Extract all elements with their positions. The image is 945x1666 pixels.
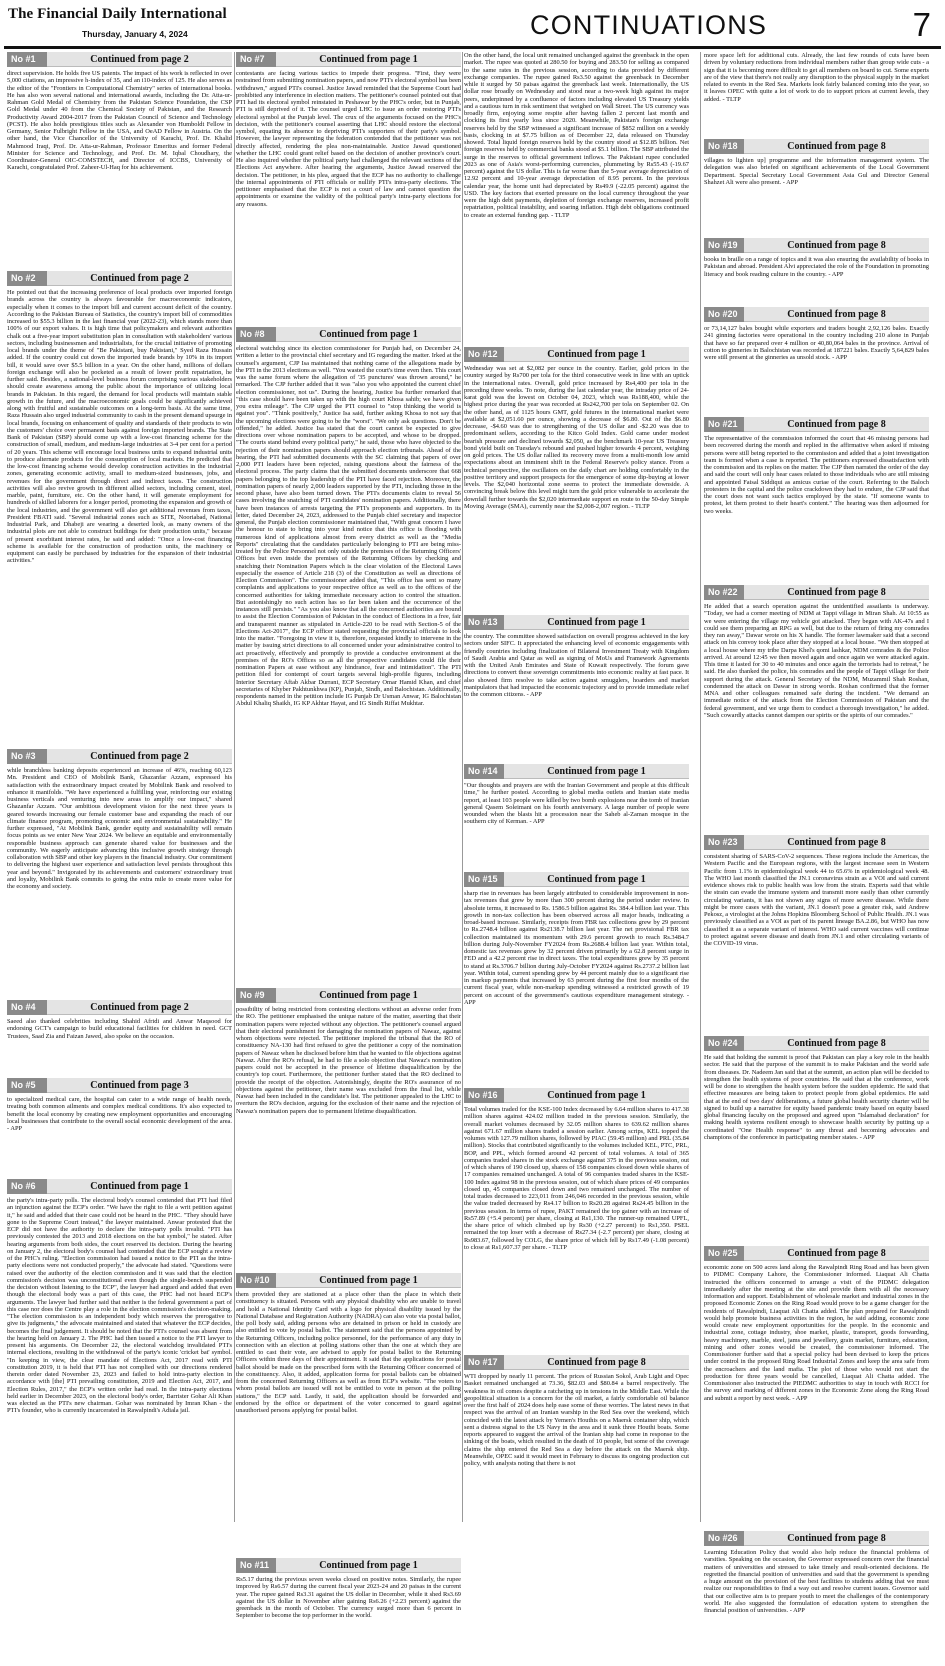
article	[464, 1355, 689, 1561]
article-header	[7, 271, 232, 286]
article-body	[464, 633, 689, 759]
article-text: electoral watchdog since its election commissioner for Punjab had, on December 24, written a letter to the provincial chief secretary and IG regarding the matter. Irked at the counsel's argument, CJP Isa maintained that nothing came of the allegations made by the PTI in the 2013 elections as well. "You wasted the court's time even then. This court was the same forum where the allegation of '35 punctures' was thrown around," he remarked. The CJP further added that it was "also you who appointed the current chief election commissioner, not us". During the hearing, Justice Isa further remarked that "this case should have been taken up with the high court Khosa sahib; we have given you extra mileage". The CJP urged the PTI counsel to "stop thinking the world is against you". "Think positively," Justice Isa said, further asking Khosa to not say that the upcoming elections were going to be the "worst". "We only ask questions. Don't be offended," he added. Justice Isa stated that the court cannot be expected to give directions over whose nomination papers to be accepted, and whose to be dropped. "The courts stand behind every political party," he said, those who have objected to the rejection of their nomination papers should approach election tribunals. Ahead of the hearing, the PTI had submitted documents with the SC claiming that papers of over 2,000 PTI leaders have been rejected, raising questions about the fairness of the electoral process. The party claims that the submitted documents underscore that 668 papers belonging to the top leadership of the PTI have faced rejection. Moreover, the nomination papers of nearly 2,000 leaders supported by the PTI, including those in the second phase, have also been turned down. The PTI's documents claim to reveal 56 cases involving the snatching of PTI candidates' nomination papers. Additionally, there have been instances of arrests targeting the PTI's proponents and supporters. In its letter, dated December 24, 2023, addressed to the Punjab chief secretary and inspector general, the Punjab election commissioner maintained that, "With great concern I have the honour to state to bring into your kind notice that this office is flooding with numerous kind of applications almost from every district as well as the "Media Reports" circulating that the candidates particularly belonging to PTI are being miss-treated by the Police Personnel not only outside the premises of the Returning Officers' Offices but even inside the premises of the Returning Officers by checking and snatching their Nomination Papers which is the clear violation of the Electoral Laws especially the essence of Article 218 (3) of the Constitution as well as directions of Election Commission". The commissioner added that, "This office has sent so many complaints and applications to your respective office as well as to the offices of the concerned authorities for taking immediate necessary action to control the situation. But astonishingly no such action has so far been taken and the occurrence of the instances still persists." "As you also know that all the concerned authorities are bound to assist the Election Commission of Pakistan in the conduct of Elections in a free, fair and transparent manner as stipulated in Article-220 to be read with Section-5 of the Elections Act-2017", the ECP officer stated requesting the provincial officials to look into the matter. "Foregoing in view it is, therefore, requested kindly to intervene in the matter by issuing strict directions to all concerned under your administrative control to act proactively, effectively and promptly to provide a conducive environment at the premises of the RO's Offices so as all the prospective candidates could file their nomination Papers at ease without any hindrance, fear and intimidation". The PTI petition filed for contempt of court targets several high-profile figures, including Interior Secretary Aftab Akbar Durrani, ECP Secretary Omar Hamid Khan, and chief secretaries of Khyber Pakhtunkhwa (KP), Punjab, Sindh, and Balochistan. Additionally, respondents named in the petition include IG Punjab Dr Usman Anwar, IG Balochistan Abdul Khaliq Shaikh, IG KP Akhtar Hayat, and IG Sindh Riffat Mukhtar.	[236, 345, 461, 708]
article-body	[464, 782, 689, 867]
article	[704, 1036, 929, 1241]
article-number-badge: No #10	[236, 1273, 276, 1288]
article-text: He added that a search operation against the unidentified assailants is underway. "Today, we had a corner meeting of NDM at Tappi village in Miran Shah. At 10:55 as we were entering the village my vehicle got attacked. They began with AK-47s and I could see them preparing an RPG as well, but due to the return of firing my comrades they ran away," Dawar wrote on his X handle. The former lawmaker said that a second attack on his convoy took place after they stopped at a local house. "We then stopped at a local house where my tribe Darpa Khel's qomi lashkar, NDM comrades & the Police arrived. At around 12:45 we then moved again and once again we were attacked again. This time it lasted for 30 to 40 minutes and once again the terrorists had to retreat," he said. He also thanked the police, his comrades and the people of Tappi village for their support during the attack. General Secretary of the NDM, Muzammil Shah Roshan, condemned the attack on Dawar in strong words. Roshan confirmed that the former MNA and other colleagues remained safe during the incident. "We demand an immediate notice of the attack from the Election Commission of Pakistan and the federal government, and we urge them to conduct a thorough investigation," he added. "Such cowardly attacks cannot dampen our spirits or the spirits of our comrades."	[704, 603, 929, 719]
article	[464, 52, 689, 342]
continued-from-label: Continued from page 1	[276, 988, 461, 1003]
article	[236, 1558, 461, 1666]
article-text: He said that holding the summit is proof that Pakistan can play a key role in the health sector. He said that the purpose of the summit is to make Pakistan and the world safe from diseases. Dr. Nadeem Jan said that at the summit, an action plan will be decided to strengthen the health systems of poor countries. He said that at the conference, work will be done to strengthen the health system before the sudden epidemic. He said that effective measures are being taken to protect people from global epidemics. He said that at the end of two days' deliberations, a future global health security charter will be signed to build up a narrative for equity based pandemic treaty based on equity based global financing faculty on the proposed and agreed upon "Islamabad declaration" for making health systems resilient enough to showcase health security by putting up a coordinated "One Health response" to any threat and becoming advocates and champions of the conference in participating member states. - APP	[704, 1054, 929, 1141]
article-number-badge: No #8	[236, 327, 276, 342]
article	[704, 585, 929, 830]
article-body	[704, 435, 929, 580]
article-number-badge: No #23	[704, 835, 744, 850]
continued-from-label: Continued from page 1	[504, 615, 689, 630]
continued-from-label: Continued from page 8	[744, 1036, 929, 1051]
article-header	[464, 615, 689, 630]
article-header	[464, 1088, 689, 1103]
article-header	[7, 749, 232, 764]
article	[7, 749, 232, 995]
continued-from-label: Continued from page 8	[504, 1355, 689, 1370]
article-header	[464, 872, 689, 887]
article-body	[704, 603, 929, 830]
article-number-badge: No #13	[464, 615, 504, 630]
article-body	[464, 365, 689, 610]
article-text: On the other hand, the local unit remained unchanged against the greenback in the open market. The rupee was quoted at 280.50 for buying and 283.50 for selling as compared to the same rates in the previous session, according to data provided by different exchange companies. The rupee gained Rs3.50 against the greenback in December while it surged by 50 paisas against the greenback last week. Internationally, the US dollar rose broadly on Wednesday and stood near a two-week high against its major peers, underpinned by a confluence of factors including elevated US Treasury yields and a cautious turn in risk sentiment that weighed on Wall Street. The US currency was broadly firm, enjoying some respite after having fallen 2 percent last month and clocking its first yearly loss since 2020. Meanwhile, Pakistan's foreign exchange reserves held by the SBP witnessed a significant increase of $852 million on a weekly basis, clocking in at $7.75 billion as of December 22, data released on Thursday showed. Total liquid foreign reserves held by the country stood at $12.85 billion. Net foreign reserves held by commercial banks stood at $5.1 billion. The SBP attributed the surge in the reserves to official government inflows. The Pakistani rupee concluded 2023 as one of Asia's worst-performing currencies, plummeting by Rs55.43 (-19.67 percent) against the US dollar. This is far worse than the 5-year average depreciation of 12.92 percent and 10-year average depreciation of 8.95 percent. In the previous calendar year, the home unit had depreciated by Rs49.9 (-22.05 percent) against the USD. The key factors that exerted pressure on the local currency throughout the year were the high debt payments, depletion of foreign exchange reserves, increased profit repatriation, political instability, and soaring inflation. High debt obligations continued to create an external funding gap. - TLTP	[464, 52, 689, 219]
continued-from-label: Continued from page 2	[47, 271, 232, 286]
article-columns	[7, 52, 939, 1620]
article-body	[704, 1549, 929, 1659]
article-text: while branchless banking deposits experienced an increase of 46%, reaching 60,123 Mn. President and CEO of Mobilink Bank, Ghazanfar Azzam, expressed his satisfaction with the extraordinary impact created by Mobilink Bank and resolved to enhance it manifolds. "We have experienced a fulfilling year, reinforcing our existing business verticals and venturing into new areas to amplify our impact," shared Ghazanfar Azzam. "Our ambitious development vision for the next three years is geared towards increasing our female customer base and expanding the reach of our climate finance program, promoting economic and environmental sustainability." He further expressed, "At Mobilink Bank, gender equity and sustainability will remain focus points as we enter New Year 2024. We believe an equitable and environmentally responsible business approach can generate shared value for businesses and the community. We eagerly anticipate advancing this inclusive growth strategy through collaboration with SBP and other key players in the financial industry. Our commitment to delivering the highest user experience and satisfaction level persists throughout this year and beyond." Invigorated by its achievements and customers' extraordinary trust and loyalty, Mobilink Bank commits to going the extra mile to create more value for the economy and society.	[7, 767, 232, 890]
article-body	[464, 890, 689, 1083]
article-body	[704, 52, 929, 134]
article-text: contestants are facing various tactics to impede their progress. "First, they were restrained from submitting nomination papers, and now PTI's electoral symbol has been withdrawn," argued PTI's counsel. Justice Jawad reminded that the Supreme Court had prohibited any interference in election matters. The petitioner's counsel pointed out that PTI had its electoral symbol reinstated in Peshawar by the PHC's order, but in Punjab, PTI is still deprived of it. The counsel urged LHC to issue an order restoring PTI's electoral symbol at the Punjab level. The crux of the arguments focused on the PHC's decision, with the petitioner's counsel asserting that LHC should restore the electoral symbol, equating its absence to depriving PTI's supporters of their party's symbol. However, the lawyer representing the federation contended that the petitioner was not directly affected, rendering the plea non-maintainable. Justice Jawad questioned whether the LHC could grant relief based on the decision of another province's court. He also inquired whether the political party had challenged the relevant sections of the Elections Act anywhere. After hearing the arguments, Justice Jawad reserved the decision. The petitioner, in his plea, argued that the ECP has no authority to challenge the internal appointments of PTI officials or nullify PTI's intra-party elections. The petitioner emphasised that the ECP is not a court of law and cannot question the appointments or examine the validity of the political party's intra-party elections for any reasons.	[236, 70, 461, 208]
article	[704, 307, 929, 412]
article-text: The representative of the commission informed the court that 46 missing persons had been recovered during the month and replied in the affirmative when asked if missing persons were still being reported to the commission and added that a joint investigation team is formed when a case is reported. The petitioners expressed dissatisfaction with the commission and its replies on the matter. The CJP then narrated the order of the day and said the court will only hear cases related to those individuals who are still missing and appointed Faisal Siddiqui as amicus curiae of the court. Referring to the Baloch protesters in the capital and the police crackdown they had to endure, the CJP said that the court does not want such tactics employed by the state. "If someone wants to protest, let them protest to their heart's content." The hearing was then adjourned for two weeks.	[704, 435, 929, 515]
article-text: the party's intra-party polls. The electoral body's counsel contended that PTI had filed an injunction against the ECP's order. "We have the right to file a writ petition against it," he said and added that their case could not be heard in the PHC. "They should have gone to the Supreme Court instead," the lawyer maintained. Anwar protested that the ECP did not have the authority to declare the intra-party polls invalid. "PTI has previously contested the 2013 and 2018 elections on the bat symbol," he stated. After hearing arguments from both sides, the court reserved its decision. During the hearing on January 2, the electoral body's counsel had contended that the ECP sought a review of the PHC's ruling. "Election commission had issued a notice to the PTI as the intra-party elections were not conducted properly," the advocate had stated. "Questions were raised over the authority of the election commission and it was said that the election commission's decision was unconstitutional even though the single-bench suspended the decision without listening to the ECP", the lawyer had argued and added that even though the electoral body was a part of this case, the PHC had not heard ECP's arguments. The lawyer had further said that neither is the federal government a part of this case nor does the Centre play a role in the election commission's decision-making. "The election commission is an independent body which reserves the prerogative to give its judgments," the advocate maintained and stated that whatever the ECP decides, becomes the final judgement. It should be noted that the PTI's counsel was absent from the hearing held on January 2. The PHC had then issued a notice to the PTI lawyer to present his arguments. On December 22, the electoral watchdog invalidated PTI's internal elections, resulting in the withdrawal of the party's iconic 'cricket bat' symbol. "In keeping in view, the clear mandate of Elections Act, 2017 read with PTI constitution 2019, it is held that PTI has not complied with our directions rendered therein order dated November 23, 2023 and failed to hold intra-party election in accordance with [the] PTI prevailing constitution, 2019 and Election Act, 2017, and Election Rules, 2017," the ECP's written order had read. In the intra-party elections held earlier in December 2023, on the electoral body's order, Barrister Gohar Ali Khan was elected as the PTI's new chairman. Gohar was nominated by Imran Khan - the PTI's founder, who is currently incarcerated in Rawalpindi's Adiala jail.	[7, 1197, 232, 1415]
article-header	[7, 52, 232, 67]
article-number-badge: No #16	[464, 1088, 504, 1103]
article-text: Wednesday was set at $2,082 per ounce in the country. Earlier, gold prices in the country surged by Rs700 per tola for the third consecutive week in line with an uptick in the international rates. Overall, gold price increased by Rs4,400 per tola in the preceding three weeks. To note, during the last calendar year, the intraday price of 24-karat gold was the lowest on October 04, 2023, which was Rs188,400, while the highest price during the year was recorded at Rs242,700 per tola on September 02. On the other hand, as of 1125 hours GMT, gold futures in the international market were available at $2,051.60 per ounce, showing a decrease of $6.80. Out of the $6.80 decrease, -$4.60 was due to strengthening of the US dollar and -$2.20 was due to predominant sellers, according to the Kitco Gold Index. Gold came under modest bearish pressure and declined towards $2,050, as the benchmark 10-year US Treasury bond yield built on Tuesday's rebound and pushed higher towards 4 percent, weighing on gold prices. The US dollar rallied its recovery move from a multi-month low amid expectations about an imminent shift in the Federal Reserve's policy stance. From a technical perspective, the oscillators on the daily chart are holding comfortably in the positive territory and support prospects for the emergence of some dip-buying at lower levels. The $2,040 horizontal zone seems to protect the immediate downside. A convincing break below this level might turn the gold price vulnerable to accelerate the downfall further towards the $2,020 intermediate support en route to the 50-day Simple Moving Average (SMA), currently near the $2,008-2,007 region. - TLTP	[464, 365, 689, 510]
article-body	[236, 345, 461, 983]
article-text: more space left for additional cuts. Already, the last few rounds of cuts have been driven by voluntary reductions from individual members rather than group wide cuts - a sign that it is becoming more difficult to get all members on board to cut. Some experts are of the view that there's not really any disruption to the physical supply in the market related to events in the Red Sea. Markets look fairly balanced coming into the year, so it leaves OPEC with quite a lot of work to do to support prices at current levels, they added. - TLTP	[704, 52, 929, 103]
article-header	[7, 1000, 232, 1015]
article-number-badge: No #18	[704, 139, 744, 154]
article-number-badge: No #22	[704, 585, 744, 600]
article-number-badge: No #7	[236, 52, 276, 67]
article-text: direct supervision. He holds five US patents. The impact of his work is reflected in over 5,000 citations, an impressive h-index of 35, and an i10-index of 125. He also serves as the editor of the "Frontiers in Computational Chemistry" series of international books. He has also won several national and international awards, including the Dr. Atta-ur-Rahman Gold Medal of Chemistry from the Pakistan Science Foundation, the CSP Gold Medal under 40 from the Chemical Society of Pakistan, and the Research Productivity Award 2004-2017 from the Pakistan Council of Science and Technology (PCST). He also holds prestigious titles such as Alexander von Humboldt Fellow in Germany, Senior Fulbright Fellow in the USA, and OeAD Fellow in Austria. On the other hand, the Vice Chancellor of the University of Karachi, Prof. Dr. Khalid Mahmood Iraqi, Prof. Dr. Atta-ur-Rahman, Professor Emeritus and former Federal Minister for Science and Technology, and Prof. Dr. M. Iqbal Choudhary, the Coordinator-General OIC-COMSTECH, and Director of ICCBS, University of Karachi, congratulated Prof. Zaheer-Ul-Haq for his achievement.	[7, 70, 232, 172]
article-body	[7, 767, 232, 995]
continued-from-label: Continued from page 1	[276, 1273, 461, 1288]
article-header	[236, 52, 461, 67]
article-body	[704, 256, 929, 302]
article	[236, 988, 461, 1268]
article-body	[7, 1018, 232, 1073]
article-number-badge: No #19	[704, 238, 744, 253]
article	[704, 238, 929, 302]
article-header	[704, 417, 929, 432]
article-header	[704, 1531, 929, 1546]
article-number-badge: No #21	[704, 417, 744, 432]
continued-from-label: Continued from page 1	[276, 327, 461, 342]
article-number-badge: No #1	[7, 52, 47, 67]
article-header	[236, 988, 461, 1003]
article	[236, 327, 461, 983]
article	[7, 1000, 232, 1073]
article	[704, 139, 929, 233]
article-body	[236, 70, 461, 322]
continued-from-label: Continued from page 1	[504, 347, 689, 362]
continued-from-label: Continued from page 8	[744, 139, 929, 154]
article-number-badge: No #25	[704, 1246, 744, 1261]
article-header	[704, 139, 929, 154]
article-header	[236, 1558, 461, 1573]
article-body	[7, 1096, 232, 1174]
continued-from-label: Continued from page 1	[504, 872, 689, 887]
article-body	[7, 70, 232, 266]
article-number-badge: No #17	[464, 1355, 504, 1370]
article-text: WTI dropped by nearly 11 percent. The prices of Russian Sokol, Arab Light and Opec Basket remained unchanged at 73.36, $82.03 and $80.84 a barrel respectively. The weakness in oil comes despite a ratcheting up in tensions in the Middle East. While the geopolitical situation is a concern for the oil market, a fairly comfortable oil balance over the first half of 2024 does help ease some of these worries. The latest news in that respect was the arrival of an Iranian warship in the Red Sea over the weekend, which coincided with the latest attack by Yemen's Houthis on a Maersk container ship, which sent a distress signal to the US Navy in the area and it sunk three Houthi boats. Some reports appeared to suggest the arrival of the Iranian ship had come in response to the sinking of the boats, which resulted in the death of 10 people, but some of the coverage claims the ship entered the Red Sea a day before the attack on the Maersk ship. Meanwhile, OPEC said it would meet in February to discuss its ongoing production cut policy, with analysts noting that there is not	[464, 1373, 689, 1467]
continued-from-label: Continued from page 1	[504, 1088, 689, 1103]
article-body	[464, 1373, 689, 1561]
article-body	[704, 1264, 929, 1526]
article-body	[704, 157, 929, 233]
article-number-badge: No #3	[7, 749, 47, 764]
article	[464, 347, 689, 610]
article-number-badge: No #15	[464, 872, 504, 887]
column-4	[704, 52, 929, 1614]
section-title: CONTINUATIONS	[530, 10, 768, 40]
article	[7, 1179, 232, 1597]
continued-from-label: Continued from page 8	[744, 1246, 929, 1261]
article-text: villages to lighten up] programme and the information management system. The delegation was also briefed on significant achievements of the Local Government Department. Special Secretary Local Government Asia Gul and Director General Shahzet Ali were also present. - APP	[704, 157, 929, 186]
continued-from-label: Continued from page 1	[47, 1179, 232, 1194]
continued-from-label: Continued from page 8	[744, 307, 929, 322]
article-number-badge: No #26	[704, 1531, 744, 1546]
article-number-badge: No #20	[704, 307, 744, 322]
article	[7, 1078, 232, 1174]
article-body	[236, 1006, 461, 1268]
article-header	[7, 1179, 232, 1194]
article	[704, 835, 929, 1031]
column-1	[7, 52, 232, 1524]
article	[236, 1273, 461, 1553]
continued-from-label: Continued from page 8	[744, 835, 929, 850]
article-header	[464, 347, 689, 362]
article-number-badge: No #14	[464, 764, 504, 779]
article-number-badge: No #24	[704, 1036, 744, 1051]
article-text: Total volumes traded for the KSE-100 Index decreased by 6.64 million shares to 417.38 million shares against 424.02 million traded in the previous session. Similarly, the overall market volumes decreased by 32.05 million shares to 639.62 million shares against 671.67 million shares traded a session earlier. Among scrips, KEL topped the volumes with 127.79 million shares, followed by PIAC (59.45 million) and PRL (35.84 million). Stocks that contributed significantly to the volumes included KEL, PTC, PRL, BOP, and PPL, which formed around 42 percent of total volumes. A total of 365 companies traded shares in the stock exchange against 375 in the previous session, out of which shares of 190 closed up, shares of 158 companies closed down while shares of 17 companies remained unchanged. A total of 96 companies traded shares in the KSE-100 Index against 98 in the previous session, out of which share prices of 49 companies closed up, 45 companies closed down and two remained unchanged. The number of total trades decreased to 223,011 from 246,046 recorded in the previous session, while the value traded decreased by Rs4.17 billion to Rs20.28 against Rs24.45 billion in the previous session. In terms of rupee, PAKT remained the top gainer with an increase of Rs57.89 (+5.4 percent) per share, closing at Rs1,130. The runner-up remained UPFL, the share price of which climbed up by Rs30 (+2.27 percent) to Rs1,350. PSEL remained the top loser with a decrease of Rs27.34 (-2.7 percent) per share, closing at Rs983.67, followed by COLG, the share price of which fell by Rs17.49 (-1.08 percent) to close at Rs1,607.37 per share. - TLTP	[464, 1106, 689, 1251]
article	[464, 872, 689, 1083]
article	[704, 1531, 929, 1659]
article-header	[704, 585, 929, 600]
article-text: possibility of being restricted from contesting elections without an adverse order from the RO. The petitioner emphasised the unique nature of the matter, asserting that their nomination papers were rejected without any objection. The petitioner's counsel argued that their electoral punishment for damaging the nomination papers of Nawaz, against whom objections were rejected. The petitioner implored the tribunal that the RO of constituency NA-130 had first refused to give the petitioner a copy of the nomination papers of Nawaz when he disclosed before him that he wanted to file objections against Nawaz. After the RO's refusal, he had to file a solo objection that Nawaz's nomination papers could not be accepted in the presence of lifetime disqualification by the country's top court. Furthermore, the petitioner further stated that the RO declined to provide the receipt of the objection. Astonishingly, despite the RO's assurance of no objections against the petitioner, their name was excluded from the final list, while Nawaz had been included in the candidate's list. The petitioner appealed to the LHC to overturn the RO's decision, arguing for the exclusion of their name and the rejection of Nawaz's nomination papers due to permanent lifetime disqualification.	[236, 1006, 461, 1115]
continued-from-label: Continued from page 8	[744, 417, 929, 432]
continued-from-label: Continued from page 1	[504, 764, 689, 779]
article-text: Learning Education Policy that would also help reduce the financial problems of varsities. Speaking on the occasion, the Governor expressed concern over the financial matters of universities and stressed to take timely and result-oriented decisions. He regretted the financial position of universities and said that the government is spending a huge amount on the provision of the best facilities to students adding that we must realize our responsibilities to find a way out and resolve current issues. Governor said that our collective aim is to prepare youth to meet the challenges of the contemporary world. He also suggested the formulation of education system to strengthen the financial position of universities. - APP	[704, 1549, 929, 1614]
article-number-badge: No #2	[7, 271, 47, 286]
article-body	[704, 1054, 929, 1241]
article-text: He pointed out that the increasing preference of local products over imported foreign brands across the country is always favourable for macroeconomic indicators, especially when it comes to the import bill and current account deficit of the country. According to the Pakistan Bureau of Statistics, the country's import bill of commodities increased to $55.3 billion in the last financial year (2022-23), which stands more than 100% of our export values. It is high time that policymakers and relevant authorities chalk out a five-year import substitution plan in consultation with stakeholders' various sectors, including businessmen and industrialists, for the crucial initiative of promoting local brands under the theme of "Be Pakistani, buy Pakistani," Syed Raza Hussain added. If the country could cut down the imported trade brands by 10% in its import bill, it would save over $5.5 billion in a year. On the other hand, millions of dollars foreign exchange will also be pocketed as a result of lower profit repatriation, he further said. Besides, a national-level business forum comprising various stakeholders should create awareness among the public about the importance of utilizing local brands in Pakistan. In this regard, the demand for local products will maintain stable growth in the future, and the macroeconomic goals could be significantly achieved along with fruitful and sustainable outcomes on a long-term basis. At the same time, Raza Hussain also urged industrial community to cash in the present demand upsurge in local brands, focusing on enhancement of quality and standards of their products to win the customers' choice over permanent basis against foreign imported brands. The State Bank of Pakistan (SBP) should come up with a low-cost financing scheme for the construction of small, medium, and medium-large industries at 3-4 per cent for a period of 20 years. This scheme will encourage local business units to expand industrial units to produce alternate products for the consumption of local markets. He predicted that the low-cost financing scheme would develop construction activities in the industrial zones, generating economic activity, small to medium-sized businesses, jobs, and revenues for the government through direct and indirect taxes. The construction activities will also revive growth in different allied sectors, including cement, steel, marble, paint, furniture, etc. On the other hand, it will generate employment for hundreds of skilled laborers for a longer period, promoting the expansion and growth of the local industries, and the government will also get additional revenues from taxes, President FBATI said. "Several industrial zones such as SITE, Nooriabad, National Industrial Park, and Dhabeji are wearing a deserted look, as many owners of the industrial plots are not able to construct buildings for their production units," because of present exorbitant interest rates, he said and added: "Once a low-cost financing scheme is available for the construction of production units, the machinery or equipment can easily be purchased by industries for the expansion of their industrial activities."	[7, 289, 232, 565]
article-header	[704, 1246, 929, 1261]
article-body	[464, 1106, 689, 1350]
article	[7, 271, 232, 744]
article-text: the country. The committee showed satisfaction on overall progress achieved in the key sectors under SIFC. It appreciated the enhancing level of economic engagements with friendly countries including finalization of Bilateral Investment Treaty with Kingdom of Saudi Arabia and Qatar as well as signing of MoUs and Framework Agreements with the United Arab Emirates and State of Kuwait respectively. The forum gave directions to convert these sovereign commitments into economic reality at fast pace. It also showed firm resolve to take action against smugglers, hoarders and market manipulators that had impacted the economic trajectory and to provide immediate relief to the common citizens. - APP	[464, 633, 689, 698]
article	[704, 417, 929, 580]
continued-from-label: Continued from page 1	[276, 52, 461, 67]
article-header	[7, 1078, 232, 1093]
continued-from-label: Continued from page 2	[47, 749, 232, 764]
article-header	[704, 307, 929, 322]
continued-from-label: Continued from page 8	[744, 585, 929, 600]
article-body	[7, 289, 232, 744]
article-number-badge: No #5	[7, 1078, 47, 1093]
article-text: sharp rise in revenues has been largely attributed to considerable improvement in non-tax revenues that grew by more than 300 percent during the period under review. In absolute terms, it increased to Rs. 1586.5 billion against Rs. 384.4 billion last year. This growth in non-tax collection has been observed across all major heads, indicating a broad-based increase. Similarly, receipts from FBR tax collections grew by 29 percent to Rs.2748.4 billion against Rs2138.7 billion last year. The net provisional FBR tax collection maintained its momentum with 29.6 percent growth to reach Rs.3484.7 billion during July-November FY2024 from Rs.2688.4 billion last year. Within total, domestic tax revenues grew by 32 percent driven primarily by a 62.8 percent surge in FED and a 42.2 percent rise in direct taxes. The total expenditures grew by 35 percent to stand at Rs.3706.7 billion during July-October FY2024 against Rs.2737.2 billion last year. Within total, current spending grew by 44 percent mainly due to a significant rise in markup payments that increased by 63 percent during the first four months of the current fiscal year, while non-markup spending witnessed a restricted growth of 19 percent on account of the government's cautious expenditure management strategy. - APP	[464, 890, 689, 1006]
article-body	[464, 52, 689, 342]
article	[7, 52, 232, 266]
article-body	[704, 325, 929, 412]
article-number-badge: No #12	[464, 347, 504, 362]
continued-from-label: Continued from page 2	[47, 1000, 232, 1015]
article-text: Rs5.17 during the previous seven weeks closed on positive notes. Similarly, the rupee improved by Rs6.57 during the current fiscal year 2023-24 and 20 paisas in the current year. The rupee gained Rs3.31 against the US dollar in December, while it shed Rs3.69 against the US dollar in November after gaining Rs6.26 (+2.23 percent) against the greenback in the month of October. The currency surged more than 6 percent in September to become the top performer in the world.	[236, 1576, 461, 1620]
article-number-badge: No #4	[7, 1000, 47, 1015]
newspaper-title: The Financial Daily International	[8, 6, 227, 22]
article-body	[7, 1197, 232, 1597]
masthead-rule	[4, 46, 941, 49]
continued-from-label: Continued from page 1	[276, 1558, 461, 1573]
article	[464, 615, 689, 759]
article-text: "Our thoughts and prayers are with the Iranian Government and people at this difficult time," he further posted. According to global media outlets and Iranian state media report, at least 103 people were killed by two bomb explosions near the tomb of Iranian general Qasem Soleimani on his fourth anniversary. A large number of people were wounded when the blasts hit a procession near the Saheb al-Zaman mosque in the southern city of Kerman. - APP	[464, 782, 689, 826]
article-body	[236, 1291, 461, 1553]
page-number: 7	[912, 6, 931, 43]
continued-from-label: Continued from page 8	[744, 238, 929, 253]
article-text: to specialized medical care, the hospital can cater to a wide range of health needs, treating both common ailments and complex medical conditions. It's also expected to benefit the local economy by creating new employment opportunities and encouraging local businesses that contribute to the overall social economic development of the area. - APP	[7, 1096, 232, 1132]
article-text: or 73,14,127 bales bought while exporters and traders bought 2,92,126 bales. Exactly 241 ginning factories were operational in the country including 210 alone in Punjab that have so far prepared over 4 million or 40,80,064 bales in the province. Arrival of cotton to ginneries in Balochistan was recorded at 187221 bales. Exactly 5,64,829 bales were still present at the ginneries as unsold stock. - APP	[704, 325, 929, 361]
issue-date: Thursday, January 4, 2024	[82, 29, 188, 39]
article-body	[236, 1576, 461, 1666]
continued-from-label: Continued from page 8	[744, 1531, 929, 1546]
continued-from-label: Continued from page 2	[47, 52, 232, 67]
article-text: books in braille on a range of topics and it was also ensuring the availability of books in Pakistan and abroad. President Alvi appreciated the role of the Foundation in promoting literacy and book reading culture in the country. - APP	[704, 256, 929, 278]
column-3	[464, 52, 689, 1524]
article	[704, 52, 929, 134]
article-header	[464, 764, 689, 779]
column-2	[236, 52, 461, 1620]
article	[236, 52, 461, 322]
masthead	[6, 4, 939, 44]
article-number-badge: No #11	[236, 1558, 276, 1573]
article-text: them provided they are stationed at a place other than the place in which their constituency is situated. Persons with any physical disability who are unable to travel and hold a National Identity Card with a logo for physical disability issued by the National Database and Registration Authority (NADRA) can also vote via postal ballot, the poll body said, adding persons who are detained in prison or held in custody are also entitled to vote by postal ballot. The statement said that the persons appointed by the Returning Officers, including police personnel, for the performance of any duty in connection with an election at polling stations other than the one at which they are entitled to cast their vote, are advised to apply for postal ballot to the Returning Officers within three days of their appointment. It said that the applications for postal ballot should be made on the prescribed form with the Returning Officer concerned of the constituency. Also, it added, application forms for postal ballots can be obtained from the concerned Returning Officers as well as from ECP's website. "The voters to whom postal ballots are issued will not be entitled to vote in person at the polling stations," the ECP said. Lastly, it said, the application should be forwarded and endorsed by the office or department of the voter concerned to guard against unauthorised persons applying for postal ballot.	[236, 1291, 461, 1414]
article-header	[464, 1355, 689, 1370]
article-body	[704, 853, 929, 1031]
article	[464, 1088, 689, 1350]
article-number-badge: No #6	[7, 1179, 47, 1194]
article-text: economic zone on 500 acres land along the Rawalpindi Ring Road and has been given to PIDMC Company Lahore, the Commissioner informed. Liaquat Ali Chatta instructed the officers concerned to arrange a visit of the PIDMC delegation immediately after the meeting at the site and provide them with all the necessary information and support. Establishment of wholesale market and industrial zones in the proposed Economic Zones on the Ring Road would prove to be a game changer for the residents of Rawalpindi, Liaquat Ali Chatta added. The plan prepared for Rawalpindi would help promote business activities in the region, he said adding, economic zone would create new employment opportunities for the people. In the economic and industrial zone, cottage industry, shoe market, plastic, transport, goods forwarding, heavy machinery, marble, steel, jams and jewellery, grain market, furniture, education, mining and other zones would be created, the commissioner informed. The Commissioner further said that a special policy had been devised to keep the prices under control in the proposed Ring Road Industrial Zones and keep the area safe from the encroachers and the land mafia. The plot of those who would not start the production for three years would be cancelled, Liaquat Ali Chatta added. The Commissioner also instructed the PIEDMC authorities to stay in touch with RCCI for the survey and marking of different zones in the Economic Zone along the Ring Road and submit a report by next week. - APP	[704, 1264, 929, 1402]
article-text: consistent sharing of SARS-CoV-2 sequences. These regions include the Americas, the Western Pacific and the European regions, with the largest increase seen in Western Pacific from 1.1% in epidemiological week 44 to 65.6% in epidemiological week 48. The WHO last month classified the JN.1 coronavirus strain as a VOI and said current evidence shows risk to public health was low from the strain. Experts said that while the strain can evade the immune system and transmit more easily than other currently circulating variants, it has not shown any signs of more severe disease. While there might be more cases with the variant, JN.1 doesn't pose a greater risk, said Andrew Pekosz, a virologist at the Johns Hopkins Bloomberg School of Public Health. JN.1 was previously classified as a VOI as part of its parent lineage BA.2.86, but WHO has now classified it as a separate variant of interest. WHO said current vaccines will continue to protect against severe disease and death from JN.1 and other circulating variants of the COVID-19 virus.	[704, 853, 929, 947]
article-header	[236, 327, 461, 342]
article	[464, 764, 689, 867]
article-header	[704, 835, 929, 850]
article	[704, 1246, 929, 1526]
article-number-badge: No #9	[236, 988, 276, 1003]
article-header	[704, 1036, 929, 1051]
article-header	[704, 238, 929, 253]
article-header	[236, 1273, 461, 1288]
article-text: Saeed also thanked celebrities including Shahid Afridi and Anwar Maqsood for endorsing GCT's campaign to build educational facilities for children in need. GCT Trustees, Saad Zia and Faizan Jawed, also spoke on the occasion.	[7, 1018, 232, 1040]
continued-from-label: Continued from page 3	[47, 1078, 232, 1093]
